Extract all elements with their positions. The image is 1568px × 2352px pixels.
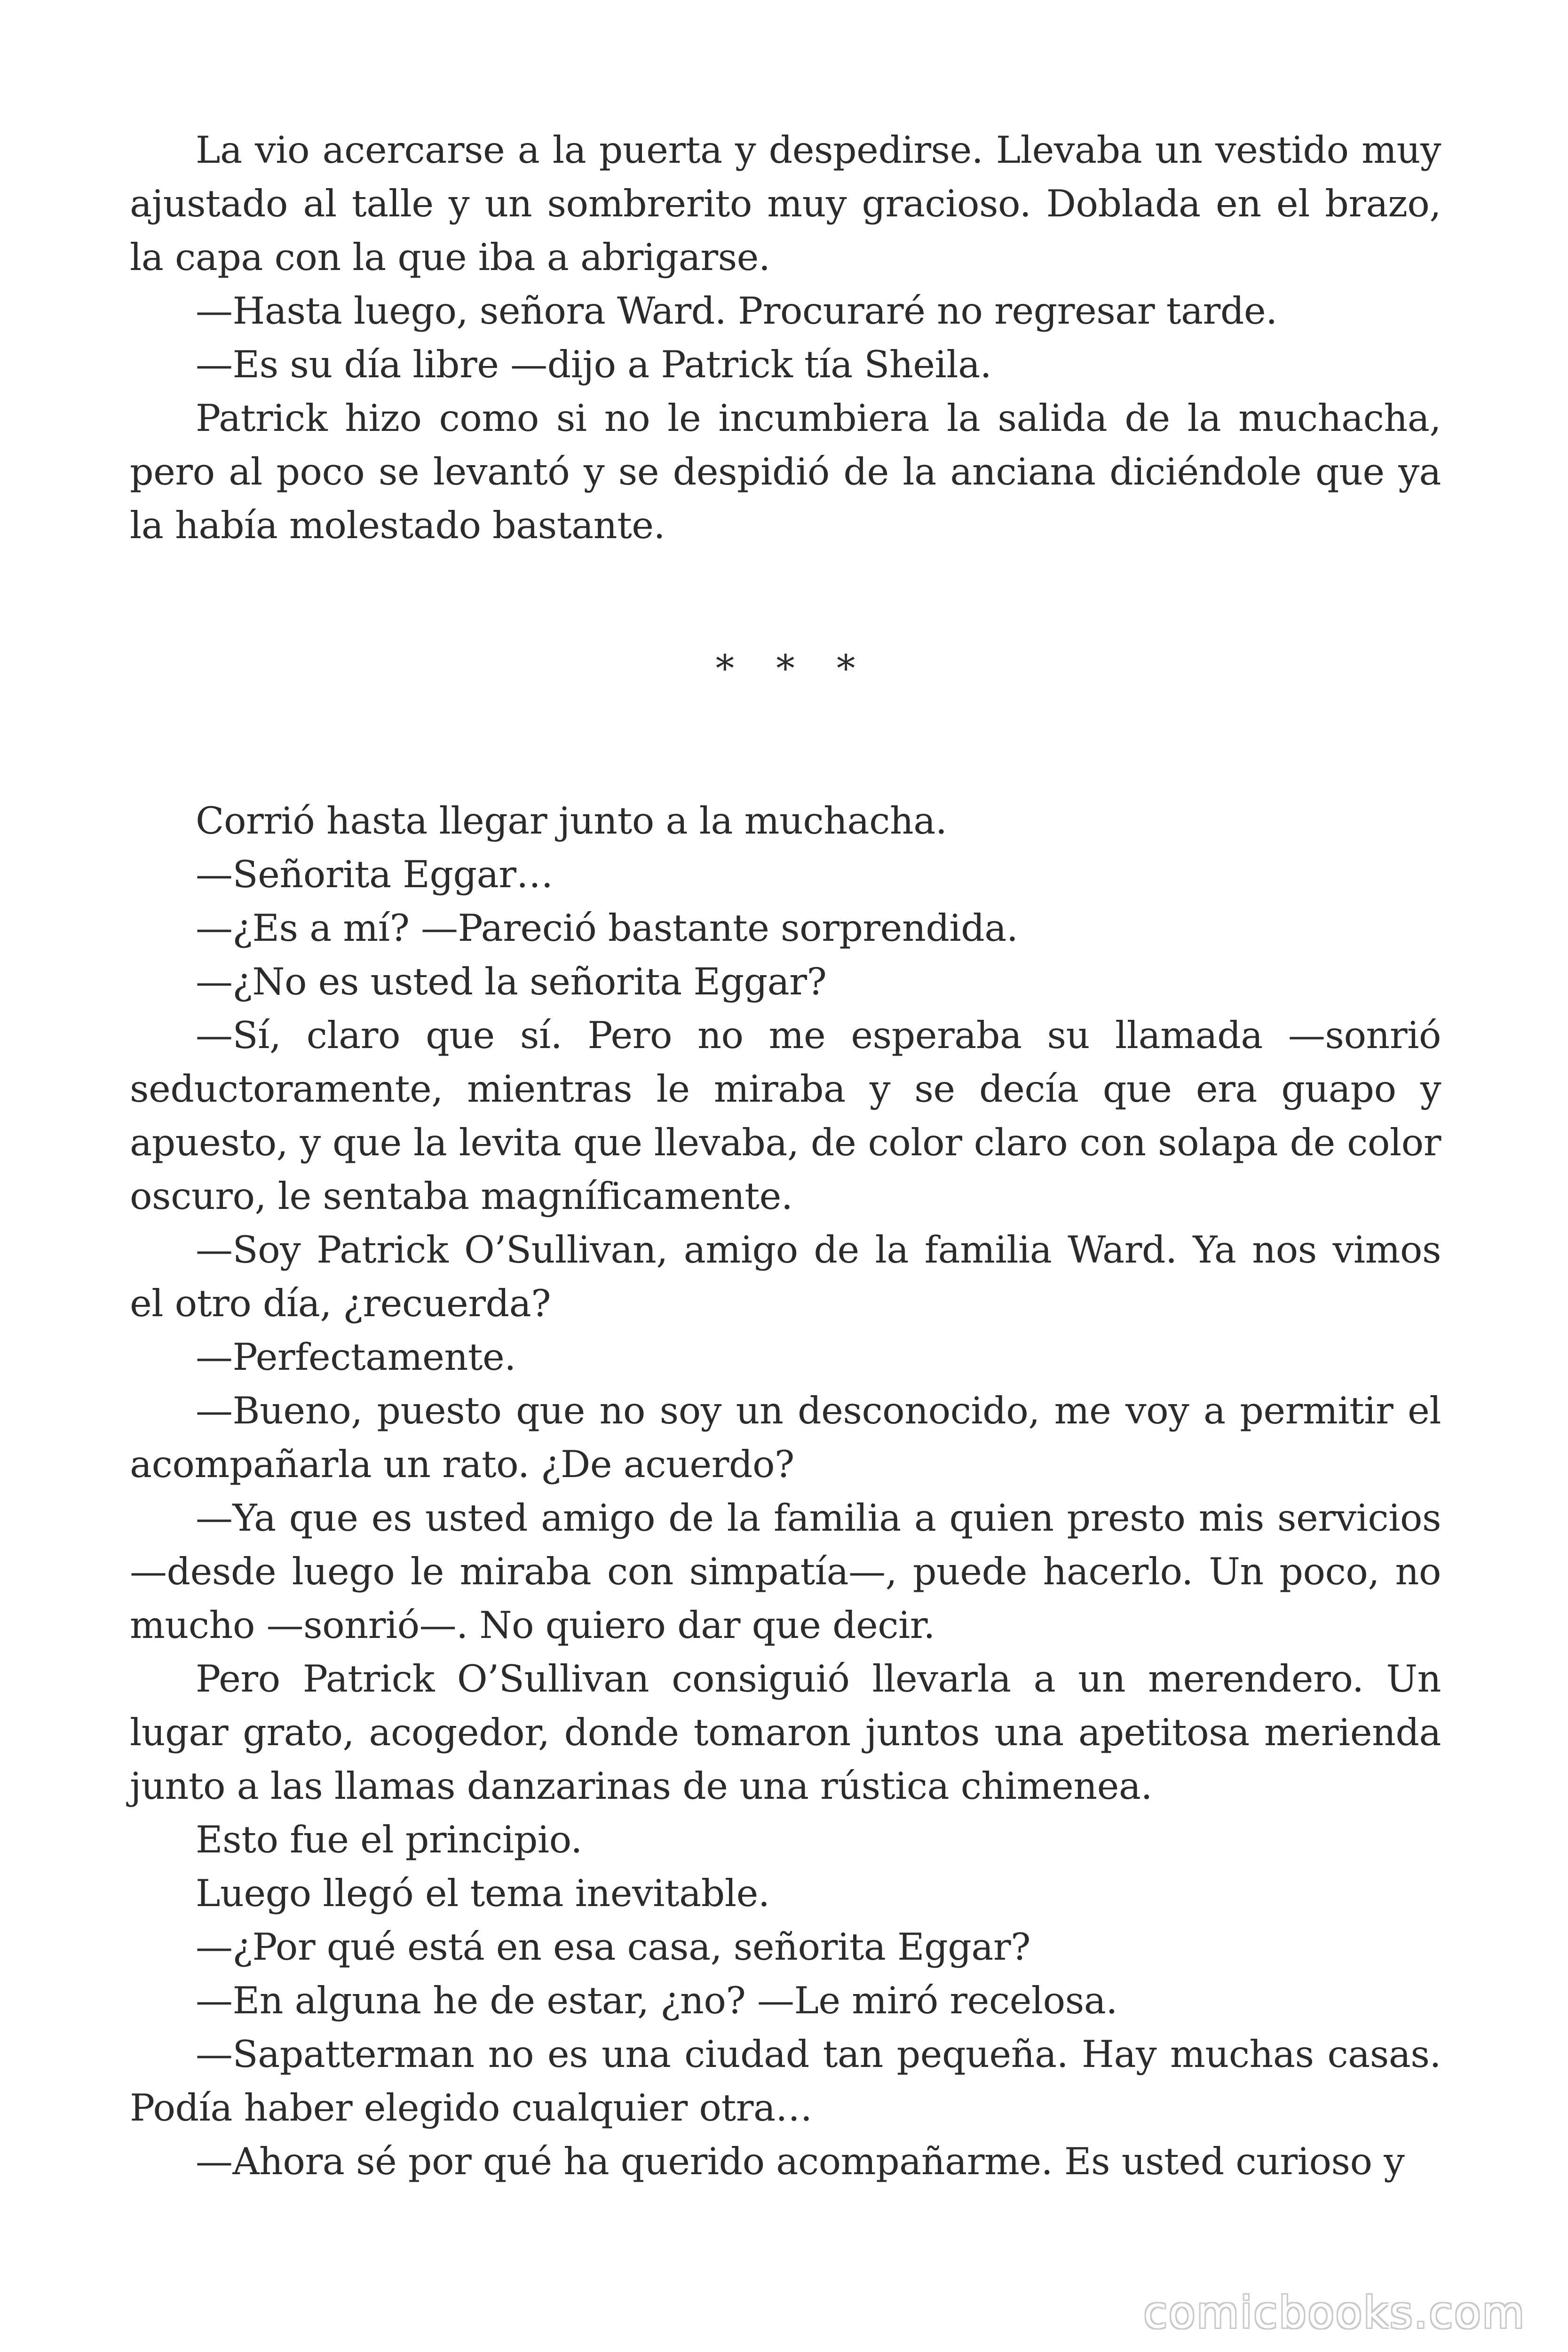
paragraph: La vio acercarse a la puerta y despedirse. Llevaba un vestido muy ajustado al talle y un sombrerito muy gracioso. Doblada en el brazo, la capa con la que iba a abrigarse. xyxy=(130,128,1441,279)
paragraph: —Sí, claro que sí. Pero no me esperaba su llamada —sonrió seductoramente, mientras le miraba y se decía que era guapo y apuesto, y que la levita que llevaba, de color claro con solapa de color oscuro, le sentaba magníficamente. xyxy=(130,1014,1441,1218)
paragraph: —¿Por qué está en esa casa, señorita Eggar? xyxy=(196,1925,1031,1969)
section-break-asterisks: * * * xyxy=(715,647,871,690)
paragraph: —Hasta luego, señora Ward. Procuraré no regresar tarde. xyxy=(196,289,1277,333)
paragraph: —Ahora sé por qué ha querido acompañarme. Es usted curioso y xyxy=(196,2140,1405,2183)
watermark: comicbooks.com xyxy=(1143,2288,1526,2338)
text-block-part2 xyxy=(130,794,1441,2188)
paragraph: —¿Es a mí? —Pareció bastante sorprendida. xyxy=(196,906,1018,950)
paragraph: —Perfectamente. xyxy=(196,1335,516,1379)
paragraph: Esto fue el principio. xyxy=(196,1818,582,1861)
paragraph: Patrick hizo como si no le incumbiera la salida de la muchacha, pero al poco se levantó y se despidió de la anciana diciéndole que ya la había molestado bastante. xyxy=(130,397,1441,547)
paragraph: —En alguna he de estar, ¿no? —Le miró recelosa. xyxy=(196,1979,1117,2022)
paragraph: —¿No es usted la señorita Eggar? xyxy=(196,960,827,1003)
paragraph: Pero Patrick O’Sullivan consiguió llevarla a un merendero. Un lugar grato, acogedor, donde tomaron juntos una apetitosa merienda junto a las llamas danzarinas de una rústica chimenea. xyxy=(130,1657,1441,1808)
book-page xyxy=(130,123,1441,2188)
paragraph: Luego llegó el tema inevitable. xyxy=(196,1872,770,1915)
paragraph: —Es su día libre —dijo a Patrick tía Sheila. xyxy=(196,343,992,386)
paragraph: —Sapatterman no es una ciudad tan pequeña. Hay muchas casas. Podía haber elegido cualquier otra… xyxy=(130,2033,1441,2130)
paragraph: —Soy Patrick O’Sullivan, amigo de la familia Ward. Ya nos vimos el otro día, ¿recuerda? xyxy=(130,1228,1441,1325)
paragraph: —Bueno, puesto que no soy un desconocido, me voy a permitir el acompañarla un rato. ¿De acuerdo? xyxy=(130,1389,1441,1486)
paragraph: —Señorita Eggar… xyxy=(196,853,553,896)
paragraph: —Ya que es usted amigo de la familia a quien presto mis servicios —desde luego le miraba con simpatía—, puede hacerlo. Un poco, no mucho —sonrió—. No quiero dar que decir. xyxy=(130,1496,1441,1647)
text-block-part1 xyxy=(130,123,1441,552)
paragraph: Corrió hasta llegar junto a la muchacha. xyxy=(196,799,947,842)
section-break xyxy=(130,552,1441,794)
